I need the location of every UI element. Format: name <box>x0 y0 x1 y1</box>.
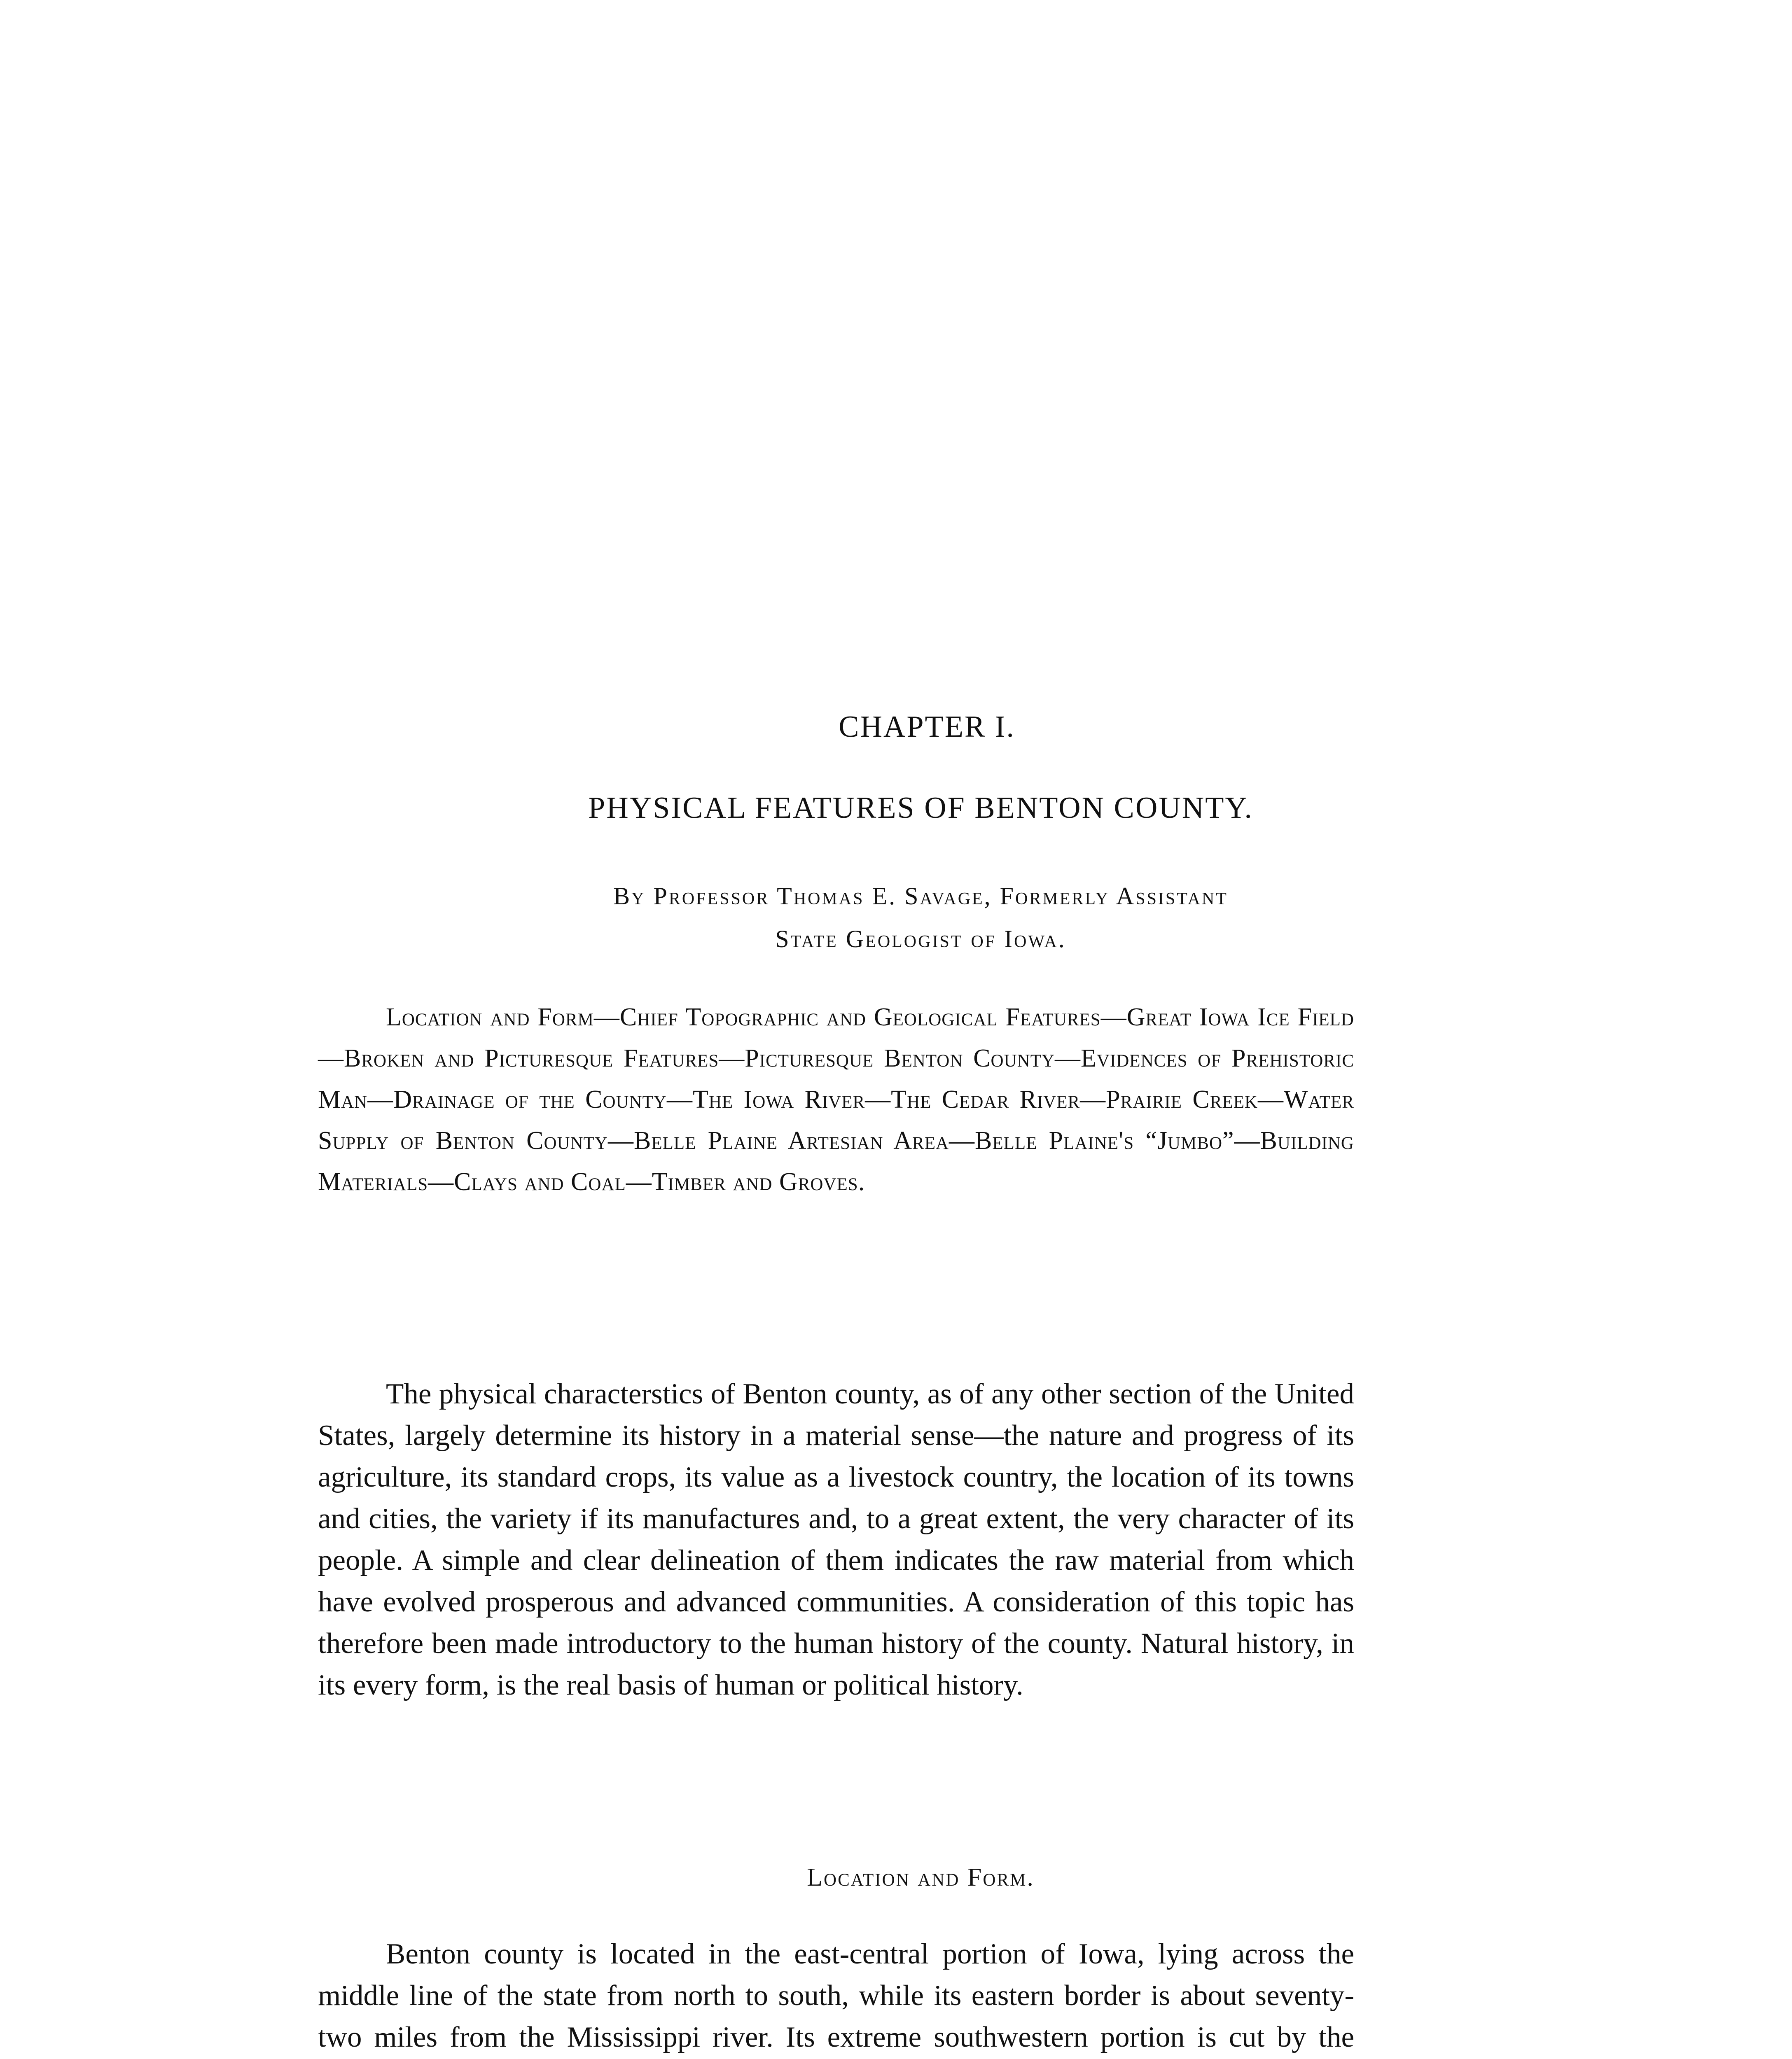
location-paragraph: Benton county is located in the east-central portion of Iowa, lying across the middle line of the state from north to south, while its eastern border is about seventy-two miles from the Mississippi river. Its extreme southwestern portion is cut by the <box>318 1938 1354 2053</box>
chapter-title: PHYSICAL FEATURES OF BENTON COUNTY. <box>588 791 1253 825</box>
byline-line-1: By Professor Thomas E. Savage, Formerly Assistant <box>613 882 1228 910</box>
byline-line-2: State Geologist of Iowa. <box>775 925 1066 952</box>
author-byline <box>0 875 1792 960</box>
chapter-heading: CHAPTER I. <box>839 710 1015 744</box>
chapter-synopsis: Location and Form—Chief Topographic and Geological Features—Great Iowa Ice Field—Broken and Picturesque Features—Picturesque Benton County—Evidences of Prehistoric Man—Drainage of the County—The Iowa River—The Cedar River—Prairie Creek—Water Supply of Benton County—Belle Plaine Artesian Area—Belle Plaine's “Jumbo”—Building Materials—Clays and Coal—Timber and Groves. <box>318 1003 1354 1196</box>
intro-paragraph: The physical characterstics of Benton county, as of any other section of the United States, largely determine its history in a material sense—the nature and progress of its agriculture, its standard crops, its value as a livestock country, the location of its towns and cities, the variety if its manufactures and, to a great extent, the very character of its people. A simple and clear delineation of them indicates the raw material from which have evolved prosperous and advanced communities. A consideration of this topic has therefore been made introductory to the human history of the county. Natural history, in its every form, is the real basis of human or political history. <box>318 1378 1354 1701</box>
section-heading: Location and Form. <box>807 1863 1035 1891</box>
